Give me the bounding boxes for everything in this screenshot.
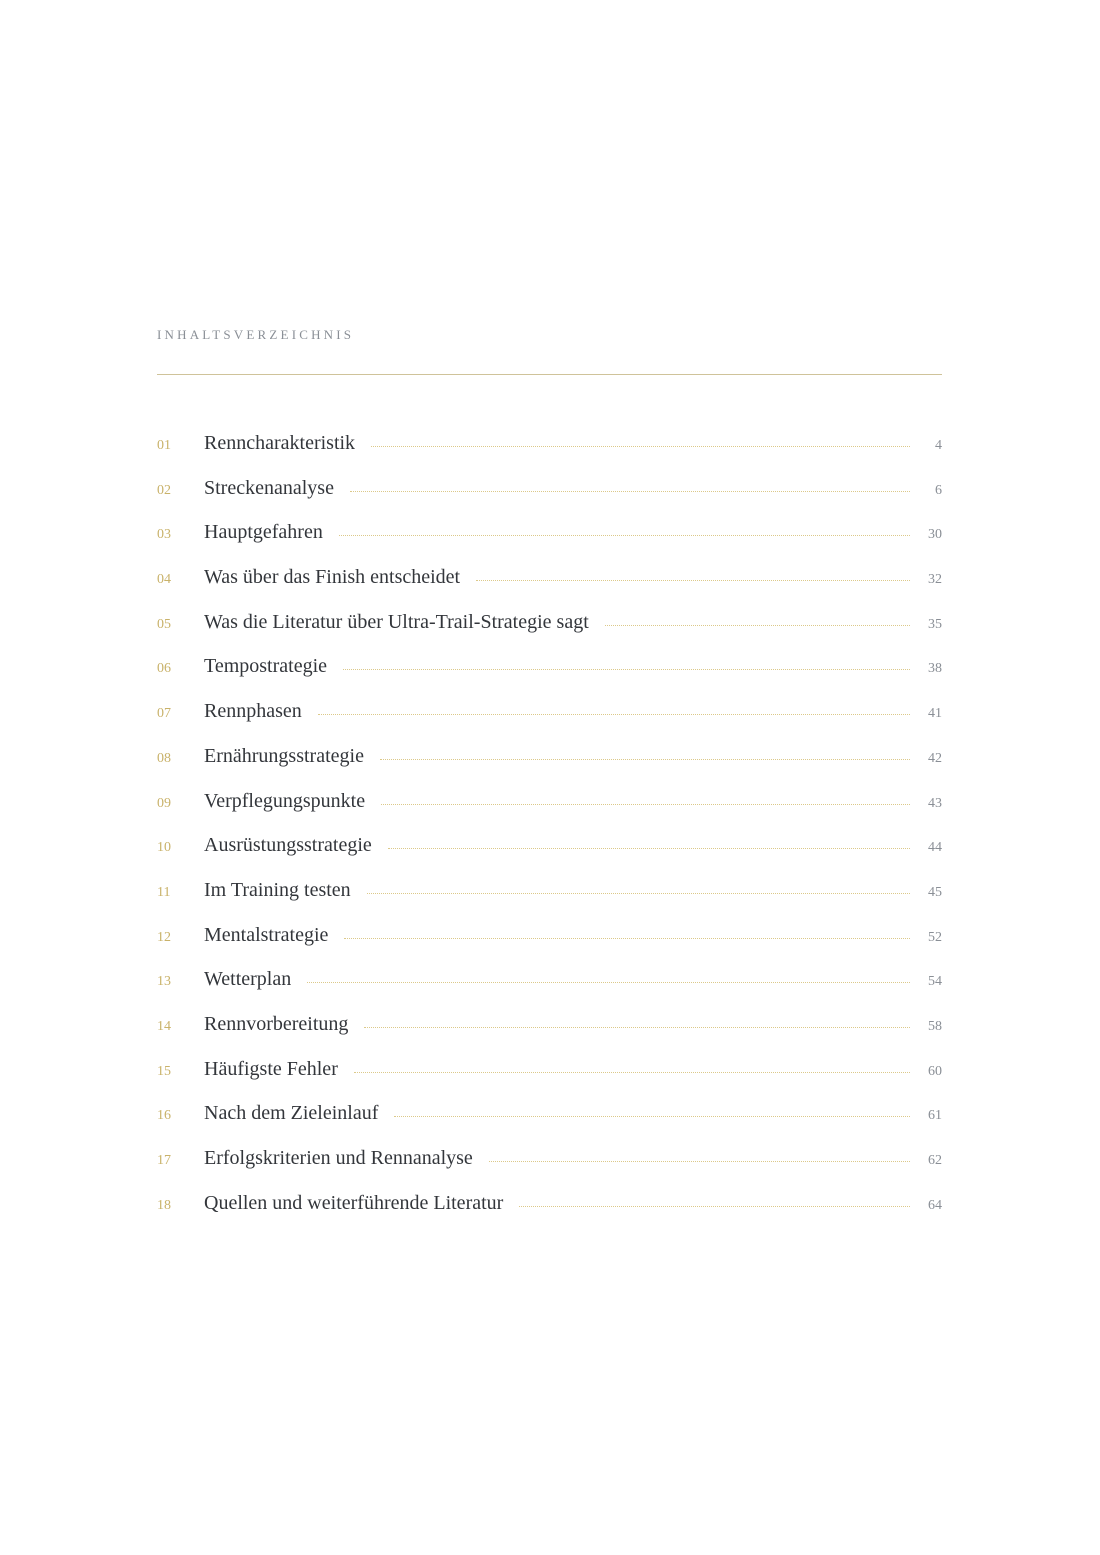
chapter-title[interactable]: Was über das Finish entscheidet [204, 566, 461, 589]
chapter-title[interactable]: Verpflegungspunkte [204, 789, 366, 812]
dot-leader [489, 1161, 910, 1162]
toc-entry[interactable] [157, 611, 942, 656]
toc-entry[interactable] [157, 700, 942, 745]
chapter-title[interactable]: Streckenanalyse [204, 476, 334, 499]
heading-divider [157, 374, 942, 375]
chapter-title[interactable]: Was die Literatur über Ultra-Trail-Strategie sagt [204, 610, 589, 633]
chapter-number: 03 [157, 527, 171, 543]
toc-entry[interactable] [157, 432, 942, 477]
chapter-number: 06 [157, 661, 171, 677]
page-number: 30 [928, 527, 942, 543]
table-of-contents [157, 432, 942, 1236]
page-number: 64 [928, 1197, 942, 1213]
page-number: 44 [928, 840, 942, 856]
dot-leader [354, 1072, 910, 1073]
toc-entry[interactable] [157, 1013, 942, 1058]
toc-heading: INHALTSVERZEICHNIS [157, 327, 355, 342]
dot-leader [394, 1116, 910, 1117]
chapter-number: 05 [157, 616, 171, 632]
page-number: 4 [935, 438, 942, 453]
page-number: 52 [928, 929, 942, 945]
page-number: 58 [928, 1018, 942, 1034]
toc-entry[interactable] [157, 1102, 942, 1147]
chapter-number: 08 [157, 750, 171, 766]
chapter-number: 15 [157, 1063, 171, 1079]
page-number: 43 [928, 795, 942, 811]
dot-leader [381, 804, 910, 805]
dot-leader [344, 938, 910, 939]
page-number: 62 [928, 1153, 942, 1168]
chapter-number: 12 [157, 929, 171, 945]
chapter-number: 11 [157, 884, 171, 900]
chapter-number: 02 [157, 482, 171, 498]
chapter-number: 13 [157, 974, 171, 990]
chapter-title[interactable]: Nach dem Zieleinlauf [204, 1102, 379, 1125]
dot-leader [339, 535, 910, 536]
toc-entry[interactable] [157, 1058, 942, 1103]
chapter-number: 14 [157, 1018, 171, 1034]
page-number: 41 [928, 706, 942, 722]
page-number: 38 [928, 661, 942, 677]
page-number: 60 [928, 1063, 942, 1079]
page-number: 6 [935, 482, 942, 498]
toc-entry[interactable] [157, 1192, 942, 1237]
chapter-number: 09 [157, 795, 171, 811]
chapter-title[interactable]: Quellen und weiterführende Literatur [204, 1191, 504, 1214]
dot-leader [364, 1027, 910, 1028]
toc-entry[interactable] [157, 566, 942, 611]
toc-entry[interactable] [157, 879, 942, 924]
dot-leader [476, 580, 910, 581]
toc-entry[interactable] [157, 745, 942, 790]
chapter-number: 01 [157, 438, 171, 453]
dot-leader [343, 669, 910, 670]
toc-entry[interactable] [157, 1147, 942, 1192]
dot-leader [605, 625, 910, 626]
chapter-number: 17 [157, 1153, 171, 1168]
chapter-title[interactable]: Rennvorbereitung [204, 1012, 349, 1035]
toc-entry[interactable] [157, 790, 942, 835]
toc-entry[interactable] [157, 968, 942, 1013]
chapter-title[interactable]: Im Training testen [204, 878, 351, 901]
dot-leader [350, 491, 910, 492]
dot-leader [367, 893, 910, 894]
toc-entry[interactable] [157, 477, 942, 522]
chapter-title[interactable]: Ernährungsstrategie [204, 744, 364, 767]
page-number: 45 [928, 884, 942, 900]
chapter-title[interactable]: Erfolgskriterien und Rennanalyse [204, 1147, 473, 1169]
chapter-title[interactable]: Ausrüstungsstrategie [204, 834, 372, 857]
chapter-title[interactable]: Wetterplan [204, 968, 292, 991]
chapter-title[interactable]: Häufigste Fehler [204, 1057, 338, 1080]
page-number: 42 [928, 750, 942, 766]
chapter-number: 07 [157, 706, 171, 722]
chapter-title[interactable]: Tempostrategie [204, 655, 327, 678]
dot-leader [519, 1206, 910, 1207]
page-number: 54 [928, 974, 942, 990]
dot-leader [307, 982, 910, 983]
chapter-number: 16 [157, 1108, 171, 1124]
page-number: 61 [928, 1108, 942, 1124]
dot-leader [318, 714, 910, 715]
chapter-title[interactable]: Rennphasen [204, 700, 302, 723]
toc-entry[interactable] [157, 655, 942, 700]
toc-entry[interactable] [157, 521, 942, 566]
chapter-title[interactable]: Hauptgefahren [204, 521, 323, 544]
dot-leader [371, 446, 910, 447]
toc-entry[interactable] [157, 924, 942, 969]
chapter-title[interactable]: Renncharakteristik [204, 432, 356, 454]
toc-entry[interactable] [157, 834, 942, 879]
dot-leader [380, 759, 910, 760]
page-number: 32 [928, 572, 942, 588]
chapter-number: 04 [157, 572, 171, 588]
page-number: 35 [928, 616, 942, 632]
chapter-number: 10 [157, 840, 171, 856]
chapter-number: 18 [157, 1197, 171, 1213]
chapter-title[interactable]: Mentalstrategie [204, 923, 329, 946]
dot-leader [388, 848, 910, 849]
